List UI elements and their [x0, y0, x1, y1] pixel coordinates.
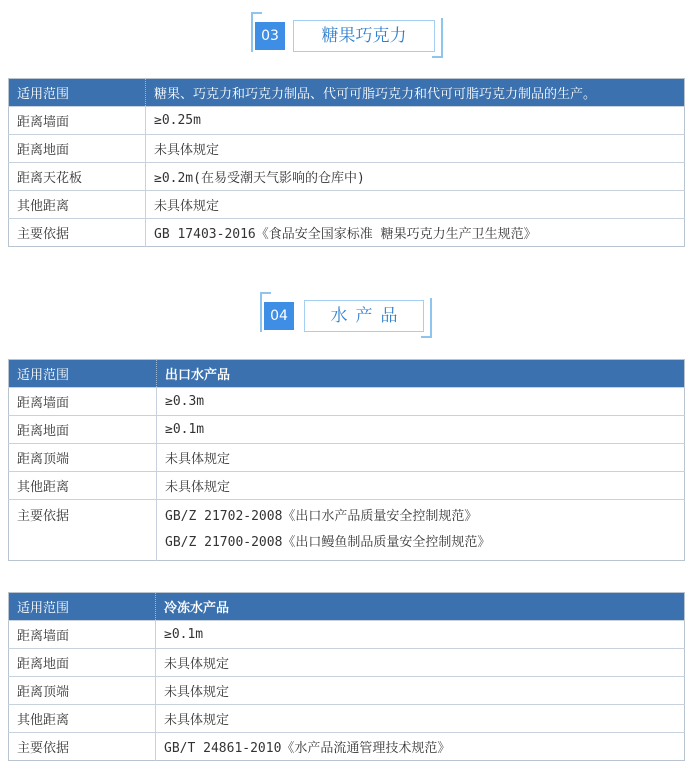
row-label: 距离墙面	[9, 621, 156, 649]
row-value: 未具体规定	[156, 677, 685, 705]
table-row	[9, 621, 685, 649]
row-value: 未具体规定	[146, 191, 685, 219]
table-row	[9, 705, 685, 733]
section-heading-03	[251, 12, 443, 62]
table-header-row	[9, 360, 685, 388]
row-label: 距离墙面	[9, 388, 157, 416]
table-row	[9, 444, 685, 472]
row-label: 适用范围	[9, 593, 156, 621]
row-label: 适用范围	[9, 79, 146, 107]
row-label: 距离地面	[9, 649, 156, 677]
basis-line: GB/Z 21702-2008《出口水产品质量安全控制规范》	[165, 509, 478, 524]
row-value: 未具体规定	[157, 444, 685, 472]
table-row	[9, 733, 685, 761]
table-row	[9, 191, 685, 219]
row-value: ≥0.2m(在易受潮天气影响的仓库中)	[146, 163, 685, 191]
row-label: 距离顶端	[9, 677, 156, 705]
table-row	[9, 219, 685, 247]
row-value: ≥0.3m	[157, 388, 685, 416]
section-title: 糖果巧克力	[293, 20, 435, 52]
row-label: 适用范围	[9, 360, 157, 388]
row-label: 主要依据	[9, 219, 146, 247]
row-label: 距离墙面	[9, 107, 146, 135]
table-row	[9, 677, 685, 705]
row-value: GB 17403-2016《食品安全国家标准 糖果巧克力生产卫生规范》	[146, 219, 685, 247]
row-value: ≥0.1m	[156, 621, 685, 649]
row-label: 距离地面	[9, 416, 157, 444]
row-value: 冷冻水产品	[156, 593, 685, 621]
row-label: 其他距离	[9, 705, 156, 733]
section-heading-04	[260, 292, 432, 342]
table-row	[9, 388, 685, 416]
table-row	[9, 107, 685, 135]
row-label-text: 主要依据	[17, 509, 70, 524]
row-label: 距离顶端	[9, 444, 157, 472]
row-value	[157, 500, 685, 561]
row-value: 未具体规定	[157, 472, 685, 500]
spec-table-frozen-aquatic	[8, 592, 685, 761]
row-value: 未具体规定	[146, 135, 685, 163]
table-row	[9, 649, 685, 677]
row-label: 主要依据	[9, 733, 156, 761]
table-header-row	[9, 79, 685, 107]
spec-table-candy	[8, 78, 685, 247]
row-label: 距离地面	[9, 135, 146, 163]
basis-line: GB/Z 21700-2008《出口鳗鱼制品质量安全控制规范》	[165, 535, 491, 550]
row-label: 其他距离	[9, 191, 146, 219]
row-label: 其他距离	[9, 472, 157, 500]
table-header-row	[9, 593, 685, 621]
table-row	[9, 472, 685, 500]
row-value: ≥0.25m	[146, 107, 685, 135]
section-number: 04	[264, 302, 294, 330]
table-row	[9, 416, 685, 444]
row-value: 未具体规定	[156, 649, 685, 677]
row-label: 距离天花板	[9, 163, 146, 191]
spec-table-export-aquatic	[8, 359, 685, 561]
row-value: 糖果、巧克力和巧克力制品、代可可脂巧克力和代可可脂巧克力制品的生产。	[146, 79, 685, 107]
section-number: 03	[255, 22, 285, 50]
table-row	[9, 500, 685, 561]
table-row	[9, 163, 685, 191]
row-value: 出口水产品	[157, 360, 685, 388]
row-value: GB/T 24861-2010《水产品流通管理技术规范》	[156, 733, 685, 761]
row-value: ≥0.1m	[157, 416, 685, 444]
table-row	[9, 135, 685, 163]
row-label	[9, 500, 157, 561]
row-value: 未具体规定	[156, 705, 685, 733]
section-title: 水产品	[304, 300, 424, 332]
